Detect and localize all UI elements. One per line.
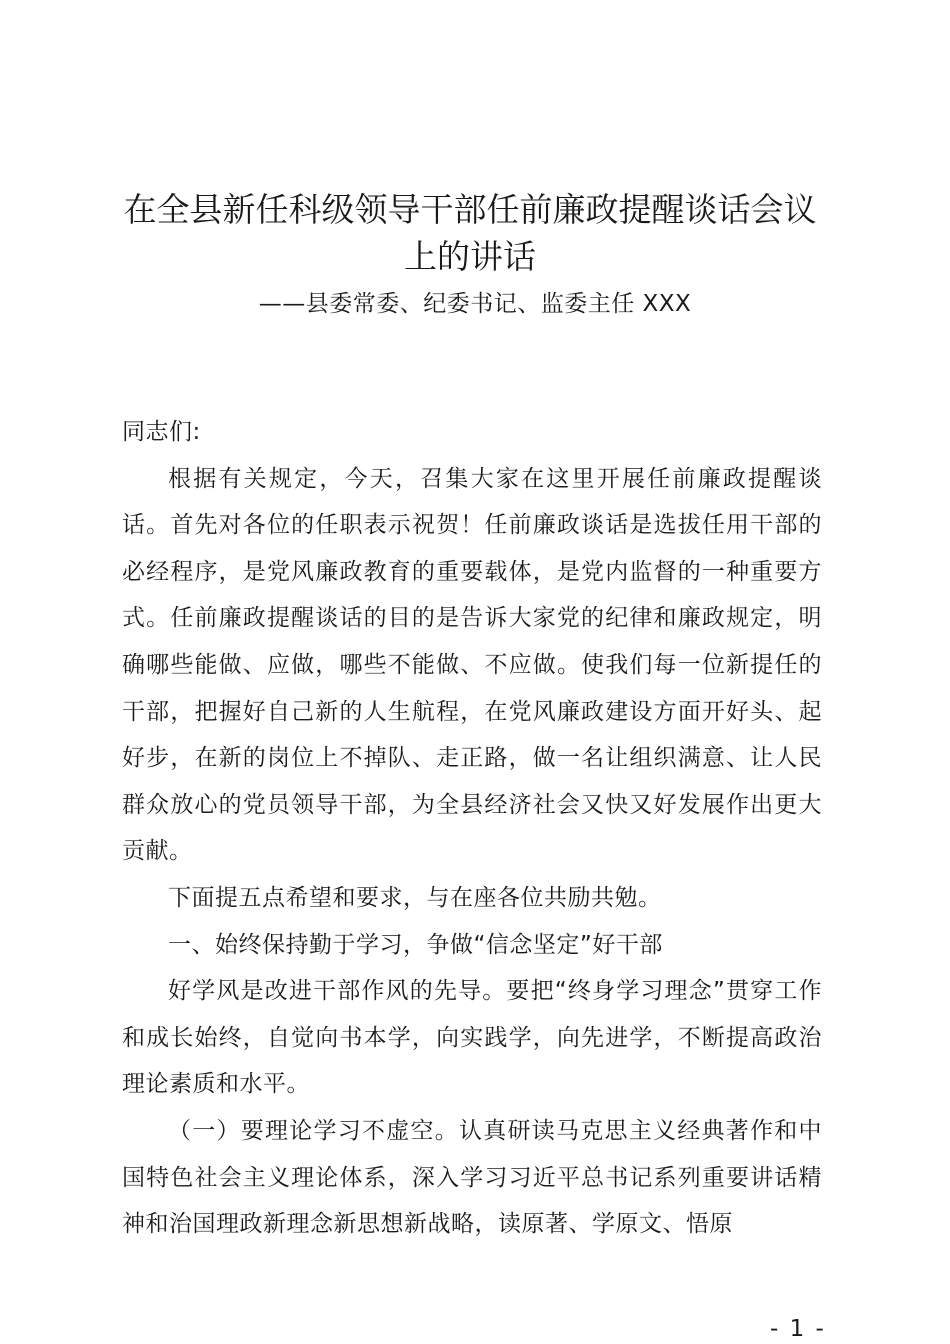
document-body xyxy=(122,409,822,1248)
document-title: 在全县新任科级领导干部任前廉政提醒谈话会议上的讲话 xyxy=(123,190,817,276)
salutation: 同志们: xyxy=(122,419,201,445)
section-heading: 一、始终保持勤于学习，争做“信念坚定”好干部 xyxy=(168,931,663,958)
paragraph: （一）要理论学习不虚空。认真研读马克思主义经典著作和中国特色社会主义理论体系，深入学习习近平总书记系列重要讲话精神和治国理政新理念新思想新战略，读原著、学原文、悟原 xyxy=(122,1117,822,1238)
paragraph: 根据有关规定，今天，召集大家在这里开展任前廉政提醒谈话。首先对各位的任职表示祝贺！任前廉政谈话是选拔任用干部的必经程序，是党风廉政教育的重要载体，是党内监督的一种重要方式。任前廉政提醒谈话的目的是告诉大家党的纪律和廉政规定，明确哪些能做、应做，哪些不能做、不应做。使我们每一位新提任的干部，把握好自己新的人生航程，在党风廉政建设方面开好头、起好步，在新的岗位上不掉队、走正路，做一名让组织满意、让人民群众放心的党员领导干部，为全县经济社会又快又好发展作出更大贡献。 xyxy=(122,465,822,865)
paragraph: 好学风是改进干部作风的先导。要把“终身学习理念”贯穿工作和成长始终，自觉向书本学，向实践学，向先进学，不断提高政治理论素质和水平。 xyxy=(122,978,822,1098)
document-subtitle: ——县委常委、纪委书记、监委主任 XXX xyxy=(258,291,692,317)
page-number: - 1 - xyxy=(770,1316,826,1342)
paragraph: 下面提五点希望和要求，与在座各位共励共勉。 xyxy=(168,884,662,911)
